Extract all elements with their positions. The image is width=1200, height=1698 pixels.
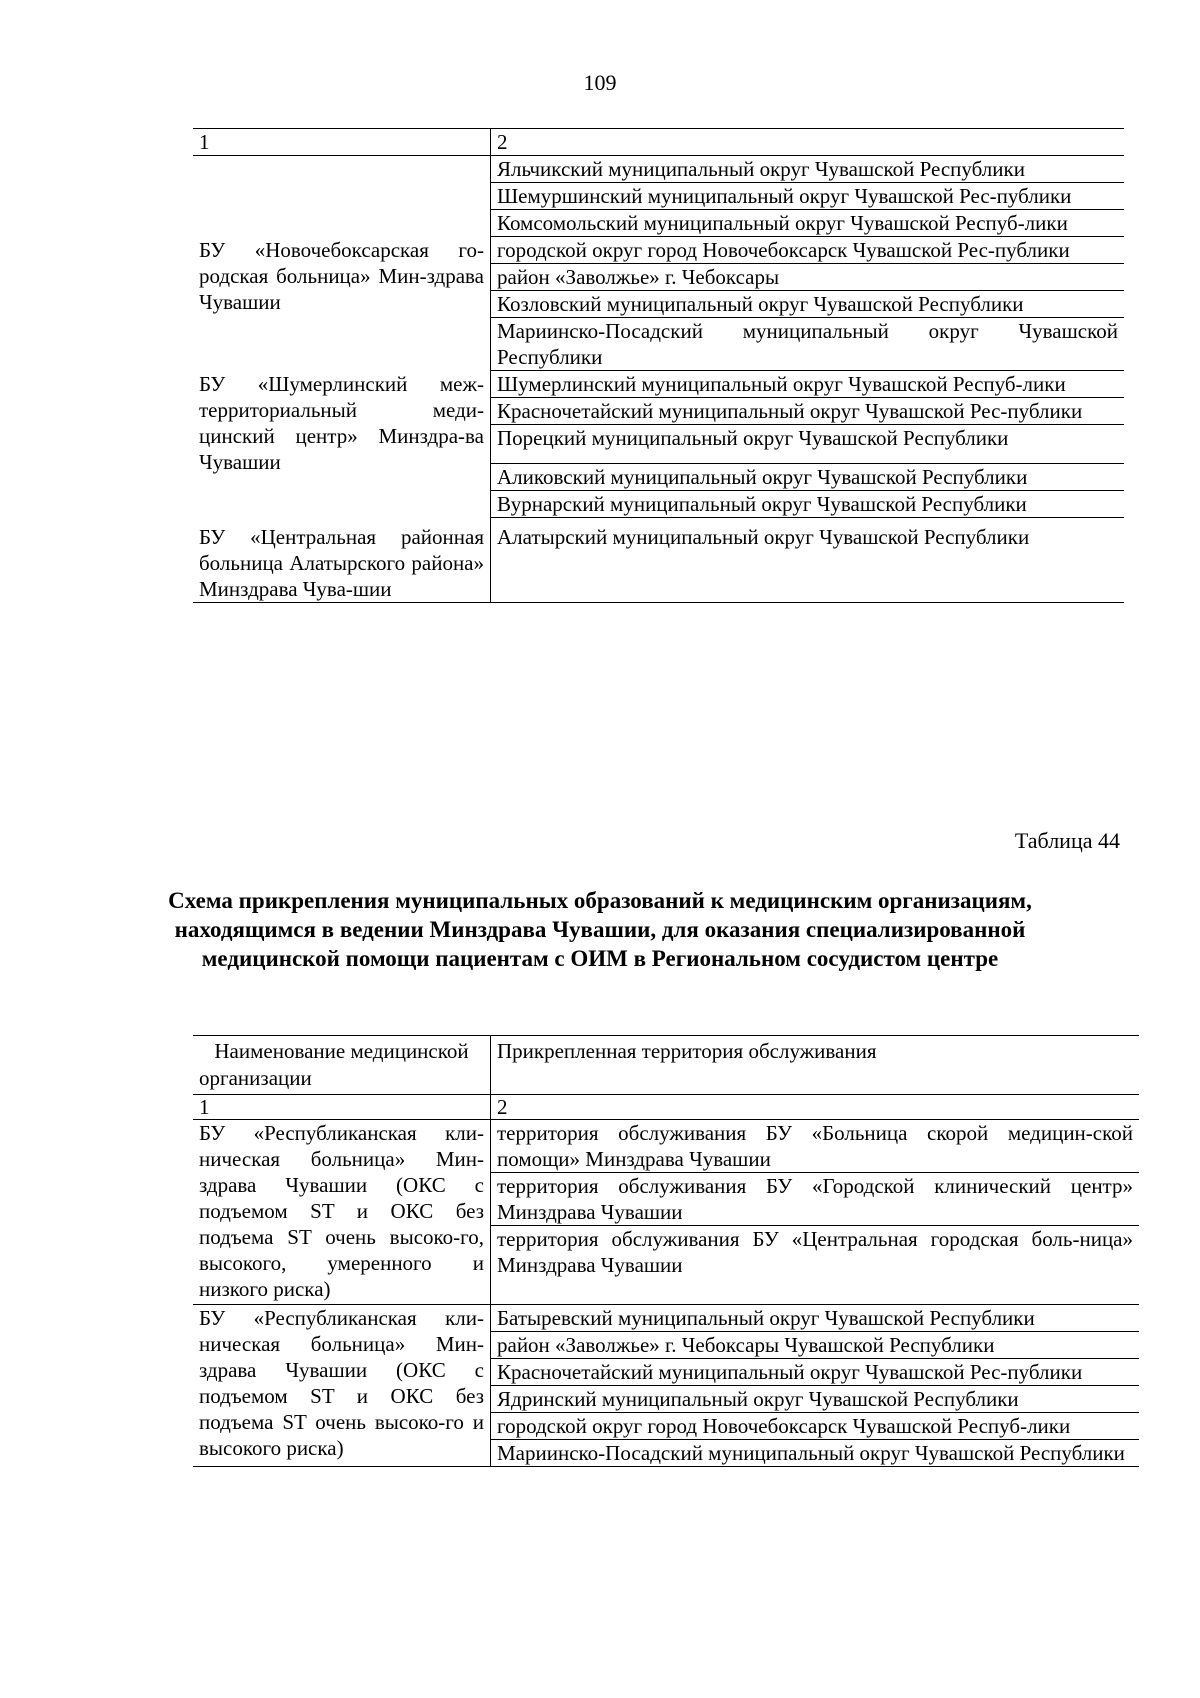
- territory-cell: Аликовский муниципальный округ Чувашской Республики: [491, 464, 1125, 491]
- table-row: [193, 518, 1124, 603]
- territory-cell: Комсомольский муниципальный округ Чувашской Респуб-лики: [491, 210, 1125, 237]
- territory-cell: городской округ город Новочебоксарск Чувашской Рес-публики: [491, 237, 1125, 264]
- table-row: [193, 371, 1124, 398]
- territory-cell: Мариинско-Посадский муниципальный округ Чувашской Республики: [491, 1440, 1140, 1467]
- territory-cell: Алатырский муниципальный округ Чувашской Республики: [491, 518, 1125, 603]
- table-row: [193, 1120, 1139, 1173]
- territory-cell: территория обслуживания БУ «Центральная городская боль-ница» Минздрава Чувашии: [497, 1227, 1133, 1277]
- table-row: [193, 1305, 1139, 1332]
- territory-cell: Красночетайский муниципальный округ Чувашской Рес-публики: [491, 1359, 1140, 1386]
- territory-cell: Батыревский муниципальный округ Чувашской Республики: [491, 1305, 1140, 1332]
- territory-cell: Красночетайский муниципальный округ Чувашской Рес-публики: [491, 398, 1125, 425]
- territory-cell: Козловский муниципальный округ Чувашской Республики: [491, 291, 1125, 318]
- territory-cell: район «Заволжье» г. Чебоксары Чувашской Республики: [491, 1332, 1140, 1359]
- territory-cell: Мариинско-Посадский муниципальный округ Чувашской Республики: [491, 318, 1125, 371]
- column-number-1: 1: [193, 1095, 491, 1120]
- table-caption: Таблица 44: [1014, 828, 1120, 853]
- territory-cell: Яльчикский муниципальный округ Чувашской Республики: [491, 156, 1125, 183]
- organization-cell: БУ «Республиканская кли-ническая больница» Мин-здрава Чувашии (ОКС с подъемом ST и ОКС без подъема ST очень высоко-го, высокого, умеренного и низкого риска): [193, 1120, 491, 1305]
- territory-cell: Шумерлинский муниципальный округ Чувашской Респуб-лики: [491, 371, 1125, 398]
- organization-cell: БУ «Новочебоксарская го-родская больница» Мин-здрава Чувашии: [193, 237, 491, 371]
- territory-cell: Порецкий муниципальный округ Чувашской Республики: [491, 425, 1125, 464]
- column-number-1: 1: [193, 129, 491, 156]
- attachment-table: [193, 1035, 1139, 1467]
- column-number-2: 2: [491, 129, 1125, 156]
- column-header-organization: Наименование медицинской организации: [193, 1036, 491, 1095]
- territory-cell: Ядринский муниципальный округ Чувашской Республики: [491, 1386, 1140, 1413]
- table-row: [193, 237, 1124, 264]
- territory-cell: район «Заволжье» г. Чебоксары: [491, 264, 1125, 291]
- table-row: [193, 156, 1124, 183]
- continuation-table: [193, 128, 1124, 603]
- column-number-2: 2: [491, 1095, 1140, 1120]
- page-number: 109: [583, 70, 617, 95]
- territory-cell: Вурнарский муниципальный округ Чувашской Республики: [491, 491, 1125, 518]
- territory-cell: территория обслуживания БУ «Городской клинический центр» Минздрава Чувашии: [491, 1173, 1140, 1226]
- organization-cell: БУ «Центральная районная больница Алатырского района» Минздрава Чува-шии: [193, 518, 491, 603]
- column-number-row: [193, 1095, 1139, 1120]
- territory-cell: городской округ город Новочебоксарск Чувашской Респуб-лики: [491, 1413, 1140, 1440]
- table-header-row: [193, 129, 1124, 156]
- territory-cell: Шемуршинский муниципальный округ Чувашской Рес-публики: [491, 183, 1125, 210]
- territory-spacer: [491, 1278, 1140, 1305]
- organization-cell: БУ «Республиканская кли-ническая больница» Мин-здрава Чувашии (ОКС с подъемом ST и ОКС без подъема ST очень высоко-го и высокого риска): [193, 1305, 491, 1467]
- organization-cell: [193, 156, 491, 237]
- organization-cell: БУ «Шумерлинский меж-территориальный меди-цинский центр» Минздра-ва Чувашии: [193, 371, 491, 518]
- table-title: Схема прикрепления муниципальных образований к медицинским организациям, находящимся в ведении Минздрава Чувашии, для оказания специализированной медицинской помощи пациентам с ОИМ в Региональном сосудистом центре: [168, 888, 1032, 971]
- column-header-territory: Прикрепленная территория обслуживания: [491, 1036, 1140, 1095]
- table-header-row: [193, 1036, 1139, 1095]
- territory-cell: территория обслуживания БУ «Больница скорой медицин-ской помощи» Минздрава Чувашии: [491, 1120, 1140, 1173]
